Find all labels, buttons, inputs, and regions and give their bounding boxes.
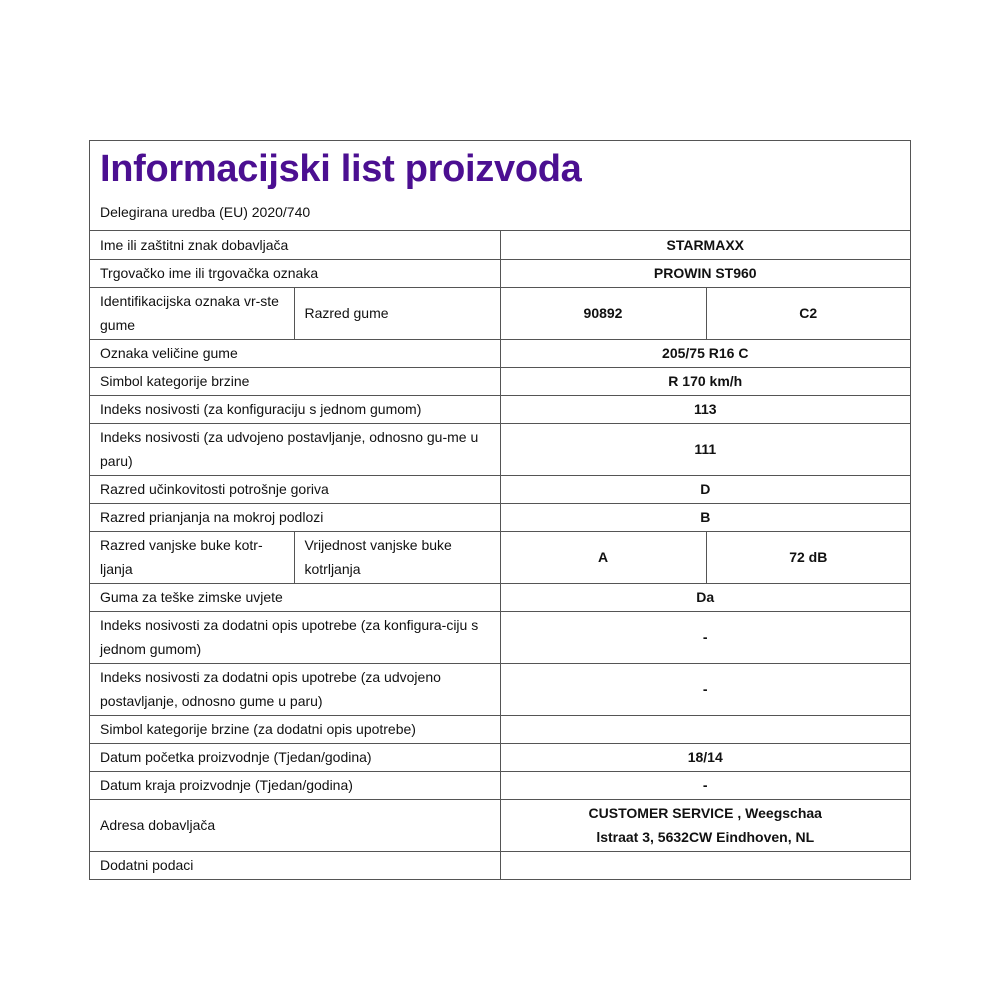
row-label: Datum početka proizvodnje (Tjedan/godina) — [90, 743, 500, 771]
tyre-info-table — [90, 231, 910, 879]
row-value: PROWIN ST960 — [500, 259, 910, 287]
row-label: Razred prianjanja na mokroj podlozi — [90, 503, 500, 531]
row-db-value: 72 dB — [706, 531, 910, 583]
row-label: Razred vanjske buke kotr-ljanja — [90, 531, 294, 583]
row-value: 18/14 — [500, 743, 910, 771]
row-value: STARMAXX — [500, 231, 910, 259]
row-noise — [90, 531, 910, 583]
row-wet-grip — [90, 503, 910, 531]
row-size — [90, 339, 910, 367]
row-label: Dodatni podaci — [90, 851, 500, 879]
regulation-reference: Delegirana uredba (EU) 2020/740 — [100, 204, 311, 220]
row-extra-load-dual — [90, 663, 910, 715]
row-label: Indeks nosivosti (za konfiguraciju s jednom gumom) — [90, 395, 500, 423]
row-label: Indeks nosivosti za dodatni opis upotrebe (za udvojeno postavljanje, odnosno gume u paru) — [90, 663, 500, 715]
row-value: 205/75 R16 C — [500, 339, 910, 367]
row-prod-start — [90, 743, 910, 771]
row-label: Simbol kategorije brzine (za dodatni opis upotrebe) — [90, 715, 500, 743]
row-label: Guma za teške zimske uvjete — [90, 583, 500, 611]
row-label: Ime ili zaštitni znak dobavljača — [100, 236, 289, 253]
product-information-sheet — [89, 140, 911, 880]
row-value: Da — [500, 583, 910, 611]
row-type-id — [90, 287, 910, 339]
row-value: - — [500, 771, 910, 799]
row-label: Oznaka veličine gume — [90, 339, 500, 367]
row-label: Razred učinkovitosti potrošnje goriva — [90, 475, 500, 503]
row-value: R 170 km/h — [500, 367, 910, 395]
row-extra-speed — [90, 715, 910, 743]
row-fuel-class — [90, 475, 910, 503]
row-snow — [90, 583, 910, 611]
row-value — [500, 851, 910, 879]
row-value: - — [500, 611, 910, 663]
row-label: Datum kraja proizvodnje (Tjedan/godina) — [90, 771, 500, 799]
row-label: Indeks nosivosti (za udvojeno postavljanje, odnosno gu-me u paru) — [90, 423, 500, 475]
row-trade-name — [90, 259, 910, 287]
row-extra-load-single — [90, 611, 910, 663]
row-value: 111 — [500, 423, 910, 475]
row-value: 90892 — [500, 287, 706, 339]
row-prod-end — [90, 771, 910, 799]
row-address — [90, 799, 910, 851]
row-speed-symbol — [90, 367, 910, 395]
row-value: D — [500, 475, 910, 503]
row-label: Indeks nosivosti za dodatni opis upotrebe (za konfigura-ciju s jednom gumom) — [90, 611, 500, 663]
row-value: - — [500, 663, 910, 715]
address-line-1: CUSTOMER SERVICE , Weegschaa — [588, 805, 822, 821]
row-class-value: A — [500, 531, 706, 583]
row-label: Trgovačko ime ili trgovačka oznaka — [90, 259, 500, 287]
row-additional — [90, 851, 910, 879]
row-label: Adresa dobavljača — [90, 799, 500, 851]
row-value: 113 — [500, 395, 910, 423]
row-load-dual — [90, 423, 910, 475]
row-label: Identifikacijska oznaka vr-ste gume — [90, 287, 294, 339]
address-line-2: lstraat 3, 5632CW Eindhoven, NL — [596, 829, 815, 845]
sheet-header — [90, 141, 910, 231]
row-class-value: C2 — [706, 287, 910, 339]
row-label: Simbol kategorije brzine — [90, 367, 500, 395]
page-title: Informacijski list proizvoda — [100, 148, 582, 190]
row-sublabel: Razred gume — [294, 287, 500, 339]
row-value: B — [500, 503, 910, 531]
supplier-address — [500, 799, 910, 851]
row-load-single — [90, 395, 910, 423]
row-sublabel: Vrijednost vanjske buke kotrljanja — [294, 531, 500, 583]
row-supplier-name — [90, 231, 910, 259]
row-value — [500, 715, 910, 743]
